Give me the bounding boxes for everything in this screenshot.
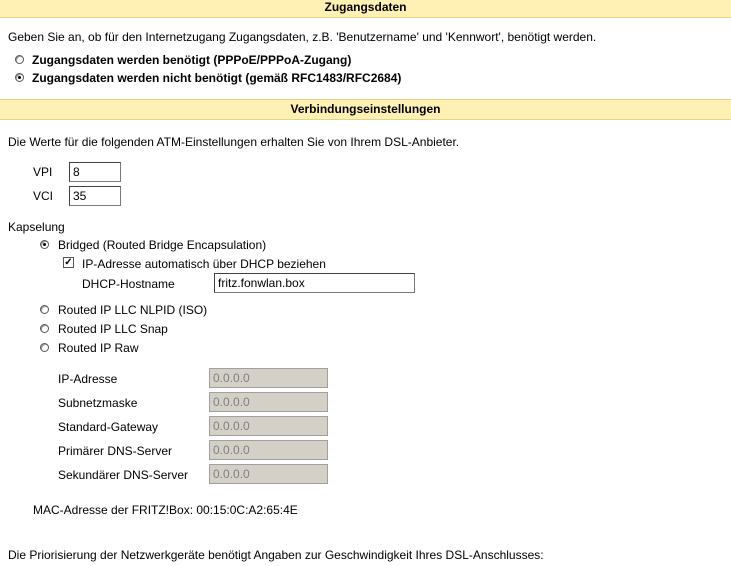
dns2-label: Sekundärer DNS-Server [58, 468, 189, 482]
routed-snap-radio[interactable] [40, 324, 49, 333]
routed-nlpid-radio[interactable] [40, 305, 49, 314]
dns2-input[interactable] [209, 464, 328, 484]
vci-label: VCI [33, 189, 54, 203]
access-not-required-radio[interactable] [15, 73, 24, 82]
gateway-input[interactable] [209, 416, 328, 436]
routed-snap-label[interactable]: Routed IP LLC Snap [58, 322, 168, 336]
access-not-required-label[interactable]: Zugangsdaten werden nicht benötigt (gemäß RFC1483/RFC2684) [32, 71, 402, 85]
bridged-label[interactable]: Bridged (Routed Bridge Encapsulation) [58, 238, 267, 252]
gateway-label: Standard-Gateway [58, 420, 159, 434]
dhcp-checkbox-label[interactable]: IP-Adresse automatisch über DHCP beziehen [82, 257, 326, 271]
connection-description: Die Werte für die folgenden ATM-Einstellungen erhalten Sie von Ihrem DSL-Anbieter. [8, 135, 460, 149]
encapsulation-label: Kapselung [8, 220, 65, 234]
dns1-input[interactable] [209, 440, 328, 460]
priority-description: Die Priorisierung der Netzwerkgeräte benötigt Angaben zur Geschwindigkeit Ihres DSL-Anschlusses: [8, 548, 544, 562]
access-description: Geben Sie an, ob für den Internetzugang Zugangsdaten, z.B. 'Benutzername' und 'Kennwort', benötigt werden. [8, 30, 597, 44]
dhcp-hostname-input[interactable] [214, 273, 415, 293]
access-section-header: Zugangsdaten [0, 0, 731, 18]
access-required-radio[interactable] [15, 55, 24, 64]
ip-label: IP-Adresse [58, 372, 118, 386]
subnet-input[interactable] [209, 392, 328, 412]
dhcp-checkbox[interactable]: ✓ [64, 257, 73, 268]
routed-raw-radio[interactable] [40, 343, 49, 352]
subnet-label: Subnetzmaske [58, 396, 138, 410]
bridged-radio[interactable] [40, 240, 49, 249]
dhcp-hostname-label: DHCP-Hostname [82, 277, 175, 291]
vpi-label: VPI [33, 165, 53, 179]
vpi-input[interactable] [69, 162, 121, 182]
connection-section-header: Verbindungseinstellungen [0, 99, 731, 120]
access-required-label[interactable]: Zugangsdaten werden benötigt (PPPoE/PPPoA-Zugang) [32, 53, 352, 67]
ip-input[interactable] [209, 368, 328, 388]
vci-input[interactable] [69, 186, 121, 206]
routed-nlpid-label[interactable]: Routed IP LLC NLPID (ISO) [58, 303, 208, 317]
mac-address-text: MAC-Adresse der FRITZ!Box: 00:15:0C:A2:65:4E [33, 503, 298, 517]
routed-raw-label[interactable]: Routed IP Raw [58, 341, 139, 355]
dns1-label: Primärer DNS-Server [58, 444, 173, 458]
